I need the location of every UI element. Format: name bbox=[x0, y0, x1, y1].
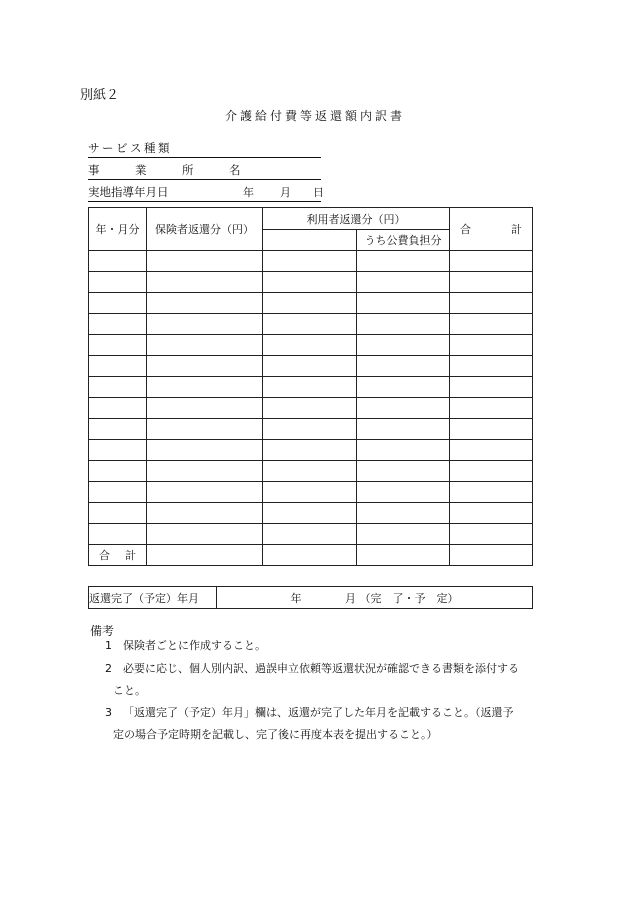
table-cell[interactable] bbox=[89, 503, 147, 524]
remark-text-continued: 定の場合予定時期を記載し、完了後に再度本表を提出すること。） bbox=[113, 728, 438, 741]
table-cell[interactable] bbox=[147, 398, 263, 419]
table-cell[interactable] bbox=[450, 524, 533, 545]
document-title: 介護給付費等返還額内訳書 bbox=[224, 109, 405, 123]
table-cell[interactable] bbox=[263, 461, 357, 482]
table-cell[interactable] bbox=[450, 461, 533, 482]
table-row bbox=[89, 272, 533, 293]
table-cell[interactable] bbox=[147, 524, 263, 545]
completion-table bbox=[88, 586, 533, 609]
table-cell[interactable] bbox=[147, 419, 263, 440]
table-cell[interactable] bbox=[89, 482, 147, 503]
table-cell[interactable] bbox=[147, 335, 263, 356]
table-cell[interactable] bbox=[89, 314, 147, 335]
header-month: 年・月分 bbox=[89, 208, 147, 251]
table-cell[interactable] bbox=[357, 503, 450, 524]
total-row-label bbox=[89, 545, 147, 566]
total-cell[interactable] bbox=[450, 545, 533, 566]
table-cell[interactable] bbox=[357, 335, 450, 356]
table-row bbox=[89, 461, 533, 482]
table-cell[interactable] bbox=[263, 419, 357, 440]
table-cell[interactable] bbox=[450, 419, 533, 440]
table-cell[interactable] bbox=[147, 251, 263, 272]
table-row bbox=[89, 335, 533, 356]
header-user-refund: 利用者返還分（円） bbox=[263, 208, 450, 230]
completion-value[interactable] bbox=[217, 587, 533, 609]
header-public-share: うち公費負担分 bbox=[357, 230, 450, 251]
table-cell[interactable] bbox=[450, 251, 533, 272]
table-cell[interactable] bbox=[89, 251, 147, 272]
remark-item-2 bbox=[105, 658, 555, 702]
remark-number: 3 bbox=[105, 706, 112, 719]
table-cell[interactable] bbox=[357, 398, 450, 419]
table-cell[interactable] bbox=[263, 398, 357, 419]
table-cell[interactable] bbox=[357, 251, 450, 272]
table-cell[interactable] bbox=[89, 293, 147, 314]
table-cell[interactable] bbox=[263, 335, 357, 356]
table-cell[interactable] bbox=[147, 440, 263, 461]
total-row bbox=[89, 545, 533, 566]
table-cell[interactable] bbox=[357, 293, 450, 314]
total-left: 合 bbox=[99, 549, 110, 562]
table-cell[interactable] bbox=[450, 377, 533, 398]
table-cell[interactable] bbox=[450, 272, 533, 293]
table-cell[interactable] bbox=[147, 272, 263, 293]
completion-year-unit: 年 bbox=[290, 591, 302, 605]
table-cell[interactable] bbox=[450, 503, 533, 524]
table-cell[interactable] bbox=[357, 419, 450, 440]
table-cell[interactable] bbox=[357, 461, 450, 482]
total-cell[interactable] bbox=[263, 545, 357, 566]
table-cell[interactable] bbox=[147, 482, 263, 503]
table-cell[interactable] bbox=[147, 377, 263, 398]
table-cell[interactable] bbox=[450, 314, 533, 335]
remark-text: 必要に応じ、個人別内訳、過誤申立依頼等返還状況が確認できる書類を添付する bbox=[123, 662, 519, 675]
remarks-title: 備考 bbox=[90, 624, 115, 638]
total-right: 計 bbox=[125, 549, 136, 562]
table-cell[interactable] bbox=[263, 272, 357, 293]
header-total-right: 計 bbox=[511, 223, 522, 236]
total-cell[interactable] bbox=[357, 545, 450, 566]
table-cell[interactable] bbox=[147, 461, 263, 482]
table-row bbox=[89, 482, 533, 503]
table-cell[interactable] bbox=[89, 524, 147, 545]
remark-text-continued: こと。 bbox=[113, 684, 146, 697]
table-cell[interactable] bbox=[263, 356, 357, 377]
table-cell[interactable] bbox=[147, 356, 263, 377]
completion-label: 返還完了（予定）年月 bbox=[89, 587, 217, 609]
remark-item-3 bbox=[105, 702, 565, 746]
table-cell[interactable] bbox=[450, 440, 533, 461]
table-cell[interactable] bbox=[450, 398, 533, 419]
table-cell[interactable] bbox=[357, 524, 450, 545]
table-cell[interactable] bbox=[89, 377, 147, 398]
date-month-unit: 月 bbox=[280, 186, 291, 199]
table-row bbox=[89, 356, 533, 377]
table-cell[interactable] bbox=[263, 524, 357, 545]
inspection-date-row bbox=[88, 183, 324, 202]
table-row bbox=[89, 314, 533, 335]
completion-month-unit: 月 bbox=[345, 591, 356, 605]
remark-number: 1 bbox=[105, 639, 112, 652]
remark-number: 2 bbox=[105, 662, 112, 675]
table-cell[interactable] bbox=[89, 356, 147, 377]
table-cell[interactable] bbox=[147, 314, 263, 335]
date-year-unit: 年 bbox=[243, 186, 254, 199]
table-cell[interactable] bbox=[357, 377, 450, 398]
table-cell[interactable] bbox=[89, 272, 147, 293]
table-cell[interactable] bbox=[450, 356, 533, 377]
table-cell[interactable] bbox=[263, 314, 357, 335]
total-cell[interactable] bbox=[147, 545, 263, 566]
header-total-left: 合 bbox=[460, 223, 471, 236]
table-cell[interactable] bbox=[450, 293, 533, 314]
table-cell[interactable] bbox=[263, 503, 357, 524]
table-cell[interactable] bbox=[89, 398, 147, 419]
table-cell[interactable] bbox=[89, 419, 147, 440]
header-insurer-refund: 保険者返還分（円） bbox=[147, 208, 263, 251]
table-row bbox=[89, 503, 533, 524]
completion-status: （完 了・予 定） bbox=[359, 591, 459, 605]
service-type-label: サービス種類 bbox=[88, 141, 172, 155]
header-blank bbox=[263, 230, 357, 251]
table-cell[interactable] bbox=[263, 482, 357, 503]
table-cell[interactable] bbox=[263, 251, 357, 272]
refund-breakdown-table bbox=[88, 207, 533, 566]
table-row bbox=[89, 398, 533, 419]
table-cell[interactable] bbox=[450, 482, 533, 503]
table-cell[interactable] bbox=[89, 335, 147, 356]
table-cell[interactable] bbox=[89, 461, 147, 482]
table-row bbox=[89, 251, 533, 272]
table-row bbox=[89, 524, 533, 545]
service-type-row bbox=[88, 139, 321, 158]
table-cell[interactable] bbox=[263, 440, 357, 461]
table-cell[interactable] bbox=[147, 293, 263, 314]
table-row bbox=[89, 419, 533, 440]
remark-text: 保険者ごとに作成すること。 bbox=[123, 639, 266, 652]
table-cell[interactable] bbox=[89, 440, 147, 461]
table-row bbox=[89, 377, 533, 398]
remark-item-1 bbox=[105, 635, 266, 657]
office-name-label: 事 業 所 名 bbox=[88, 163, 253, 177]
table-cell[interactable] bbox=[263, 377, 357, 398]
remark-text: 「返還完了（予定）年月」欄は、返還が完了した年月を記載すること。（返還予 bbox=[123, 706, 514, 719]
table-cell[interactable] bbox=[263, 293, 357, 314]
table-cell[interactable] bbox=[147, 503, 263, 524]
date-day-unit: 日 bbox=[313, 186, 324, 199]
table-cell[interactable] bbox=[357, 272, 450, 293]
table-row bbox=[89, 293, 533, 314]
table-row bbox=[89, 440, 533, 461]
table-cell[interactable] bbox=[357, 482, 450, 503]
table-cell[interactable] bbox=[357, 314, 450, 335]
table-cell[interactable] bbox=[450, 335, 533, 356]
table-cell[interactable] bbox=[357, 440, 450, 461]
annex-label: 別紙２ bbox=[80, 88, 120, 103]
office-name-row bbox=[88, 161, 321, 180]
header-total bbox=[450, 208, 533, 251]
inspection-date-label: 実地指導年月日 bbox=[88, 185, 169, 199]
table-cell[interactable] bbox=[357, 356, 450, 377]
